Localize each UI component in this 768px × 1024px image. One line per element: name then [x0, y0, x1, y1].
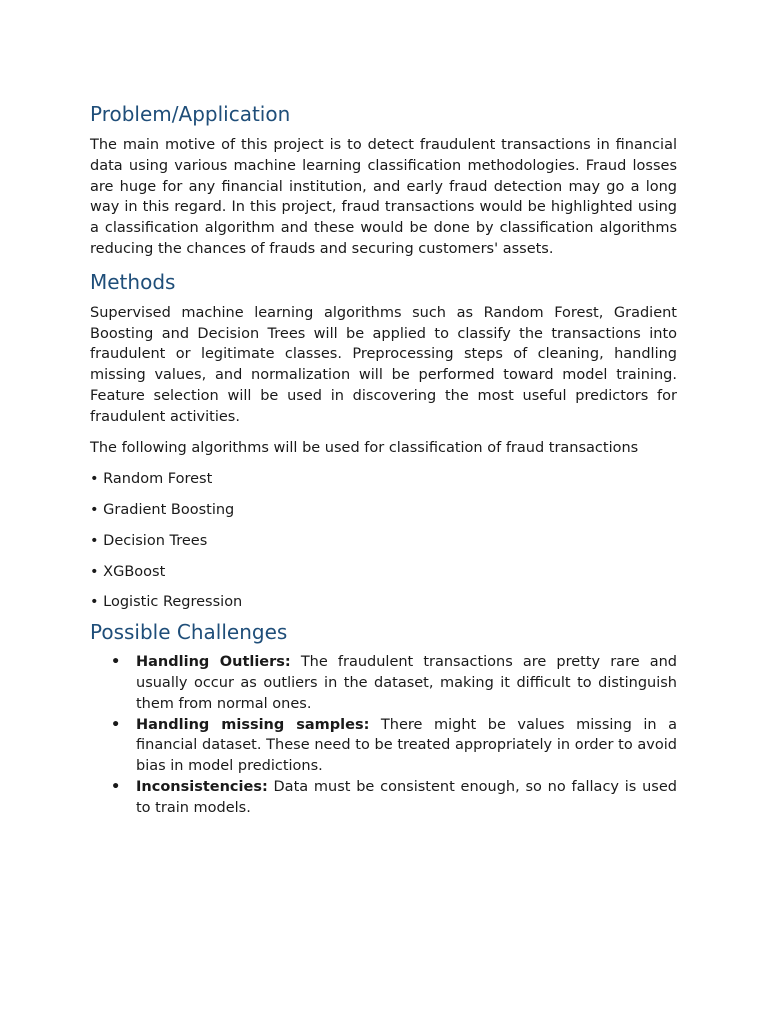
algorithms-intro: The following algorithms will be used for classification of fraud transactions — [90, 439, 639, 456]
methods-heading: Methods — [90, 269, 176, 294]
challenges-list — [90, 652, 677, 818]
document-page — [90, 101, 677, 819]
challenge-term: Inconsistencies: — [136, 779, 268, 796]
bullet-icon: • — [111, 654, 121, 671]
list-item: • Decision Trees — [90, 532, 208, 549]
bullet-icon: • — [111, 779, 121, 796]
problem-paragraph: The main motive of this project is to detect fraudulent transactions in financial data using various machine learning classification methodologies. Fraud losses are huge for any financial institution, and early fraud detection may go a long way in this regard. In this project, fraud transactions would be highlighted using a classification algorithm and these would be done by classification algorithms reducing the chances of frauds and securing customers' assets. — [90, 137, 677, 257]
list-item: • Random Forest — [90, 470, 213, 487]
challenge-item — [90, 715, 677, 777]
challenge-item — [90, 652, 677, 714]
challenge-text: Data must be consistent enough, so no fallacy is used to train models. — [136, 779, 677, 816]
problem-heading: Problem/Application — [90, 102, 291, 126]
challenges-heading: Possible Challenges — [90, 620, 288, 645]
bullet-icon: • — [111, 716, 121, 733]
list-item: • Logistic Regression — [90, 594, 243, 611]
algorithms-list — [90, 469, 677, 614]
challenge-text: There might be values missing in a financial dataset. These need to be treated appropriately in order to avoid bias in model predictions. — [136, 716, 677, 775]
challenge-item — [90, 777, 677, 819]
list-item: • Gradient Boosting — [90, 501, 235, 518]
challenge-term: Handling missing samples: — [136, 716, 370, 733]
challenge-text: The fraudulent transactions are pretty rare and usually occur as outliers in the dataset, making it difficult to distinguish them from normal ones. — [136, 654, 677, 712]
methods-paragraph: Supervised machine learning algorithms such as Random Forest, Gradient Boosting and Decision Trees will be applied to classify the transactions into fraudulent or legitimate classes. Preprocessing steps of cleaning, handling missing values, and normalization will be performed toward model training. Feature selection will be used in discovering the most useful predictors for fraudulent activities. — [90, 304, 677, 425]
challenge-term: Handling Outliers: — [136, 654, 291, 671]
list-item: • XGBoost — [90, 563, 166, 580]
